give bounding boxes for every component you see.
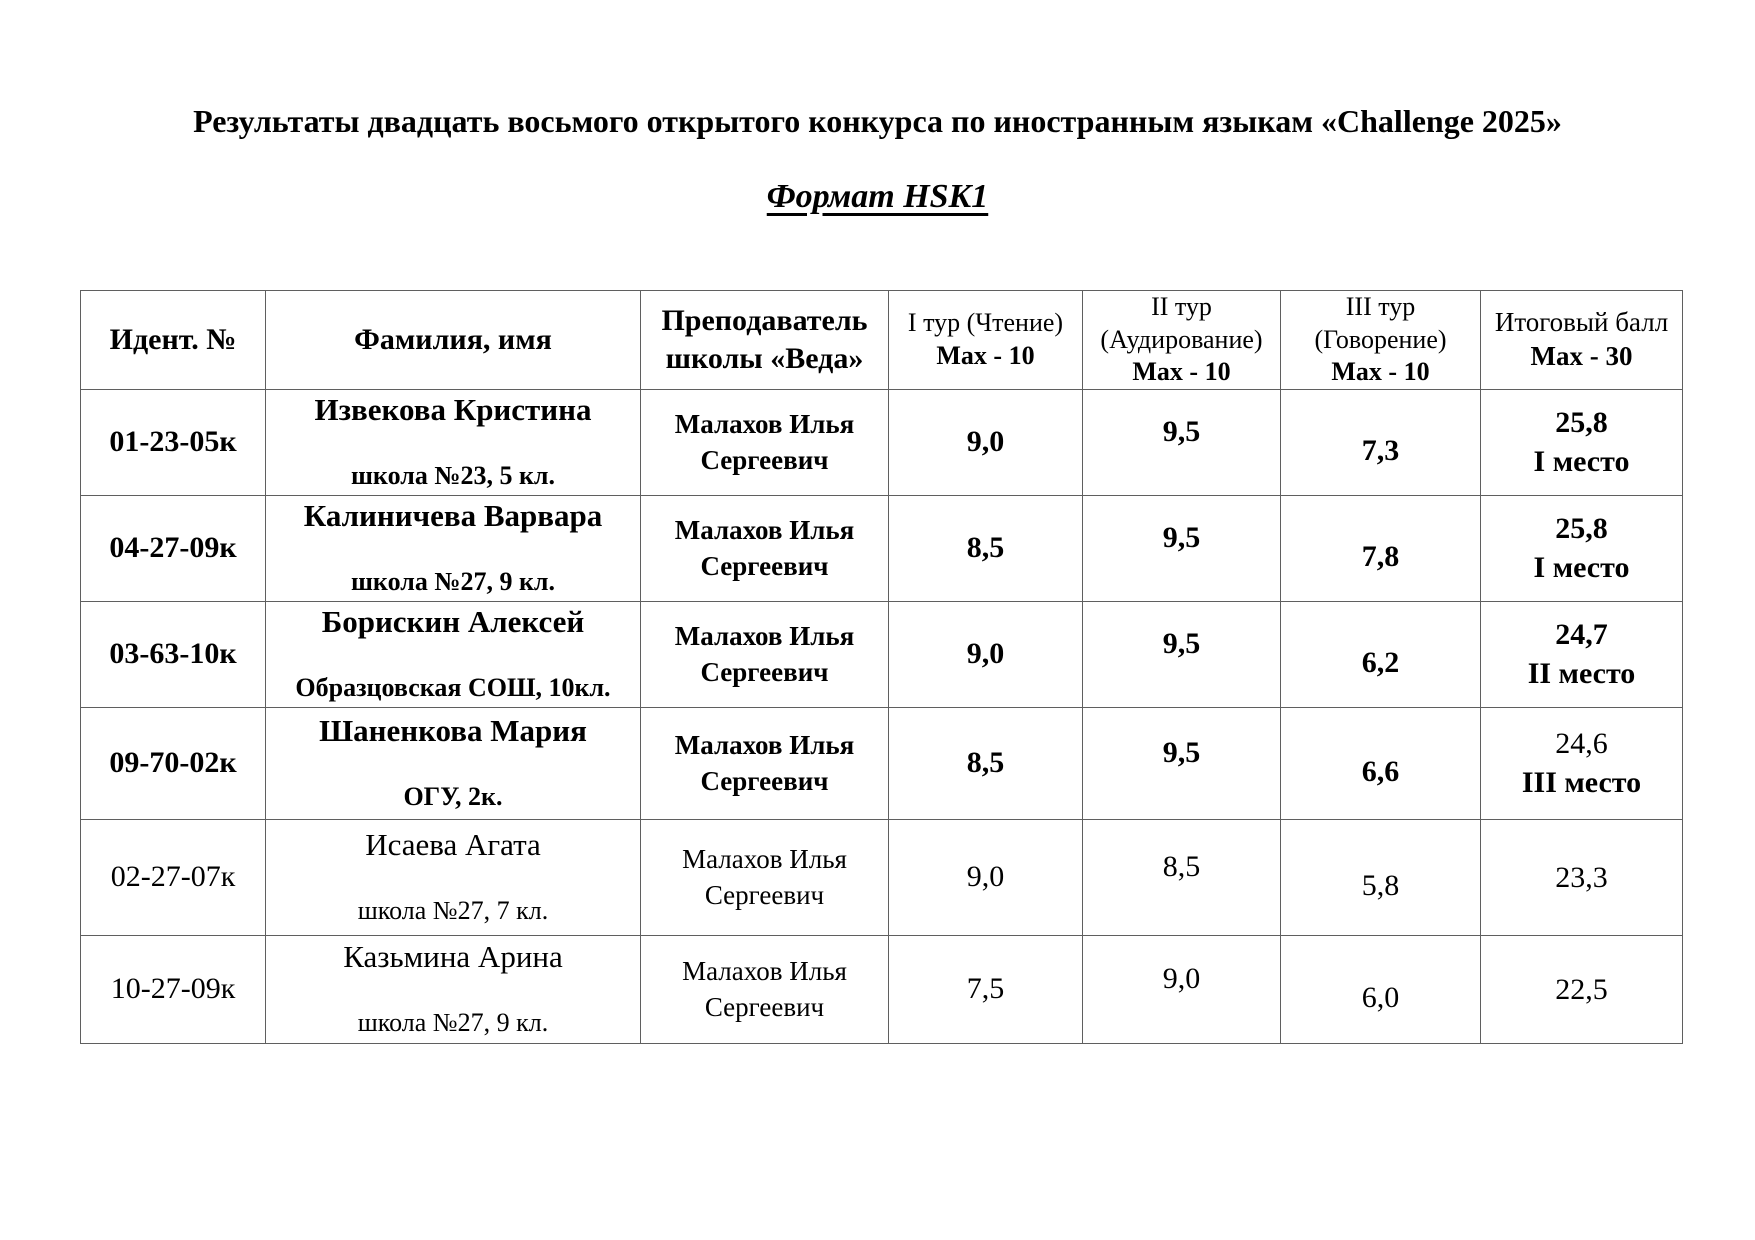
total-value: 22,5 xyxy=(1555,972,1608,1006)
total-value: 25,8 xyxy=(1555,512,1608,545)
total-score xyxy=(1485,509,1678,587)
score-tour1: 7,5 xyxy=(966,972,1005,1006)
place-label: II место xyxy=(1527,657,1636,690)
table-row xyxy=(81,389,1683,495)
score-tour2: 9,5 xyxy=(1162,627,1201,661)
score-tour2: 8,5 xyxy=(1162,850,1201,884)
participant-school: школа №27, 9 кл. xyxy=(357,1008,549,1038)
teacher-name: Малахов Илья Сергеевич xyxy=(674,514,855,581)
teacher-name: Малахов Илья Сергеевич xyxy=(674,729,855,796)
header-total-label: Итоговый балл xyxy=(1494,307,1669,337)
header-teacher-label: Преподаватель школы «Веда» xyxy=(661,304,868,375)
table-row xyxy=(81,819,1683,935)
score-tour3: 6,2 xyxy=(1361,646,1400,680)
ident-number: 09-70-02к xyxy=(109,746,237,780)
participant-school: ОГУ, 2к. xyxy=(403,782,503,812)
score-tour3: 7,3 xyxy=(1361,434,1400,468)
participant-name: Извекова Кристина xyxy=(314,392,592,428)
teacher-name: Малахов Илья Сергеевич xyxy=(682,843,847,910)
participant-name: Борискин Алексей xyxy=(321,604,585,640)
total-value: 25,8 xyxy=(1555,406,1608,439)
header-tour1 xyxy=(889,291,1083,390)
participant-name: Исаева Агата xyxy=(365,827,541,863)
total-score xyxy=(1485,970,1678,1009)
score-tour1: 9,0 xyxy=(966,860,1005,894)
participant-school: школа №27, 9 кл. xyxy=(350,567,556,597)
score-tour1: 8,5 xyxy=(966,746,1005,780)
header-tour1-max: Max - 10 xyxy=(936,340,1035,370)
header-total xyxy=(1481,291,1683,390)
table-row xyxy=(81,495,1683,601)
format-subtitle: Формат HSK1 xyxy=(766,178,989,215)
score-tour3: 6,0 xyxy=(1361,981,1400,1015)
total-value: 23,3 xyxy=(1555,860,1608,894)
header-total-max: Max - 30 xyxy=(1530,340,1633,371)
header-name xyxy=(266,291,641,390)
participant-school: Образцовская СОШ, 10кл. xyxy=(295,673,611,703)
total-score xyxy=(1485,858,1678,897)
participant-school: школа №27, 7 кл. xyxy=(357,896,549,926)
header-tour2 xyxy=(1083,291,1281,390)
header-tour2-max: Max - 10 xyxy=(1132,357,1231,386)
score-tour2: 9,5 xyxy=(1162,736,1201,770)
participant-name: Калиничева Варвара xyxy=(303,498,603,534)
score-tour1: 9,0 xyxy=(966,425,1005,459)
ident-number: 03-63-10к xyxy=(109,637,237,671)
participant-name: Казьмина Арина xyxy=(343,939,563,975)
score-tour2: 9,0 xyxy=(1162,962,1201,996)
score-tour2: 9,5 xyxy=(1162,521,1201,555)
teacher-name: Малахов Илья Сергеевич xyxy=(674,408,855,475)
score-tour1: 9,0 xyxy=(966,637,1005,671)
total-value: 24,6 xyxy=(1555,727,1608,760)
header-ident xyxy=(81,291,266,390)
total-value: 24,7 xyxy=(1555,618,1608,651)
header-tour3 xyxy=(1281,291,1481,390)
participant-name: Шаненкова Мария xyxy=(319,713,587,749)
score-tour2: 9,5 xyxy=(1162,415,1201,449)
header-name-label: Фамилия, имя xyxy=(354,323,552,356)
ident-number: 04-27-09к xyxy=(109,531,237,565)
total-score xyxy=(1485,724,1678,802)
score-tour3: 5,8 xyxy=(1361,869,1400,903)
ident-number: 02-27-07к xyxy=(110,860,236,894)
participant-school: школа №23, 5 кл. xyxy=(350,461,556,491)
score-tour3: 6,6 xyxy=(1361,755,1400,789)
document-title: Результаты двадцать восьмого открытого конкурса по иностранным языкам «Challenge 2025» xyxy=(193,103,1562,139)
score-tour3: 7,8 xyxy=(1361,540,1400,574)
table-row xyxy=(81,707,1683,819)
total-score xyxy=(1485,615,1678,693)
teacher-name: Малахов Илья Сергеевич xyxy=(674,620,855,687)
place-label: III место xyxy=(1521,766,1642,799)
place-label: I место xyxy=(1533,445,1630,478)
table-header-row xyxy=(81,291,1683,390)
header-tour3-max: Max - 10 xyxy=(1331,357,1430,386)
score-tour1: 8,5 xyxy=(966,531,1005,565)
table-row xyxy=(81,935,1683,1043)
header-tour1-label: I тур (Чтение) xyxy=(907,308,1064,338)
header-tour3-label: III тур (Говорение) xyxy=(1314,292,1447,354)
total-score xyxy=(1485,403,1678,481)
teacher-name: Малахов Илья Сергеевич xyxy=(682,955,847,1022)
results-table xyxy=(80,290,1683,1044)
ident-number: 01-23-05к xyxy=(109,425,237,459)
header-teacher xyxy=(641,291,889,390)
header-ident-label: Идент. № xyxy=(109,323,237,356)
ident-number: 10-27-09к xyxy=(110,972,236,1006)
table-row xyxy=(81,601,1683,707)
header-tour2-label: II тур (Аудирование) xyxy=(1100,292,1263,354)
place-label: I место xyxy=(1533,551,1630,584)
